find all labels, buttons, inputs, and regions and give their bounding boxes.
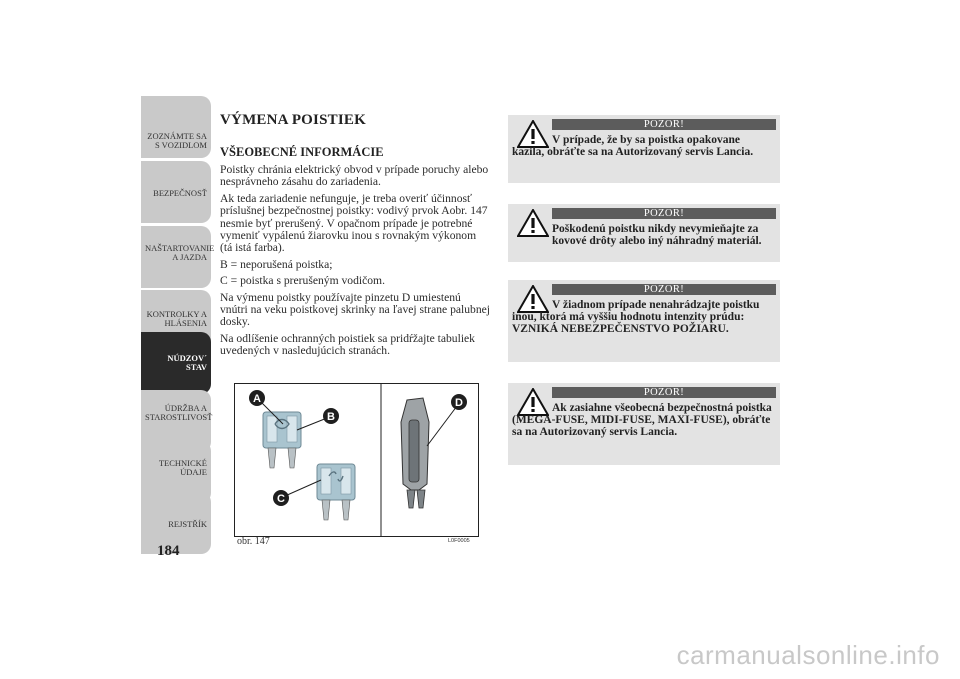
callout-d: D [455, 397, 463, 409]
watermark: carmanualsonline.info [676, 640, 940, 670]
fuse-tweezers [401, 398, 429, 508]
warning-text: V prípade, že by sa poistka opakovane kazila, obráťte sa na Autorizovaný servis Lancia. [512, 134, 754, 158]
warning-heading: POZOR! [552, 387, 776, 398]
tab-zoznamte-sa[interactable]: ZOZNÁMTE SA S VOZIDLOM [141, 96, 211, 158]
callout-b: B [327, 411, 335, 423]
fuse-figure [234, 383, 479, 537]
warning-heading: POZOR! [552, 284, 776, 295]
fuse-broken [317, 464, 355, 520]
callout-a: A [253, 393, 261, 405]
paragraph: Na výmenu poistky používajte pinzetu D umiestenú vnútri na veku poistkovej skrinky na ľavej strane palubnej dosky. [220, 290, 491, 329]
fuse-intact [263, 412, 301, 468]
paragraph: C = poistka s prerušeným vodičom. [220, 274, 385, 288]
figure-code: L0F0005 [448, 538, 470, 544]
warning-heading: POZOR! [552, 119, 776, 130]
warning-text: Ak zasiahne všeobecná bezpečnostná poistka (MEGA-FUSE, MIDI-FUSE, MAXI-FUSE), obráťte sa na Autorizovaný servis Lancia. [512, 402, 772, 438]
warning-text: Poškodenú poistku nikdy nevymieňajte za kovové drôty alebo iný náhradný materiál. [552, 223, 762, 247]
warning-box-3 [508, 280, 780, 362]
tab-nudzovy-stav[interactable]: NÚDZOV´ STAV [141, 332, 211, 394]
fuse-illustration [235, 384, 478, 536]
page-number: 184 [157, 543, 180, 559]
warning-box-2 [508, 204, 780, 262]
callout-c: C [277, 493, 285, 505]
paragraph: B = neporušená poistka; [220, 257, 333, 271]
warning-text: V žiadnom prípade nenahrádzajte poistku inou, ktorá má vyššiu hodnotu intenzity prúdu: VZNIKÁ NEBEZPEČENSTVO POŽIARU. [512, 299, 760, 335]
paragraph: Na odlíšenie ochranných poistiek sa pridŕžajte tabuliek uvedených v nasledujúcich stranách. [220, 331, 475, 358]
warning-box-1 [508, 115, 780, 183]
tab-udrzba[interactable]: ÚDRŽBA A STAROSTLIVOSŤ [141, 390, 211, 452]
paragraph: Ak teda zariadenie nefunguje, je treba overiť účinnosť príslušnej bezpečnostnej poistky: vodivý prvok Aobr. 147 nesmie byť prerušený. V opačnom prípade je potrebné vymeniť vypálenú žiarovku inou s rovnakým výkonom (tá istá farba). [220, 191, 488, 255]
figure-caption: obr. 147 [237, 536, 270, 547]
warning-box-4 [508, 383, 780, 465]
section-title: VÝMENA POISTIEK [220, 112, 366, 128]
tab-bezpecnost[interactable]: BEZPEČNOSŤ [141, 161, 211, 223]
main-text-column [220, 112, 490, 362]
paragraph: Poistky chránia elektrický obvod v prípade poruchy alebo nesprávneho zásahu do zariadenia. [220, 163, 489, 189]
tab-rejstrik[interactable]: REJSTŘÍK [141, 492, 211, 554]
tab-nastartovanie[interactable]: NAŠTARTOVANIE A JAZDA [141, 226, 211, 288]
tab-kontrolky[interactable]: KONTROLKY A HLÁSENIA [141, 290, 211, 352]
section-subtitle: VŠEOBECNÉ INFORMÁCIE [220, 145, 384, 159]
tab-technicke-udaje[interactable]: TECHNICKÉ ÚDAJE [141, 441, 211, 503]
warning-heading: POZOR! [552, 208, 776, 219]
